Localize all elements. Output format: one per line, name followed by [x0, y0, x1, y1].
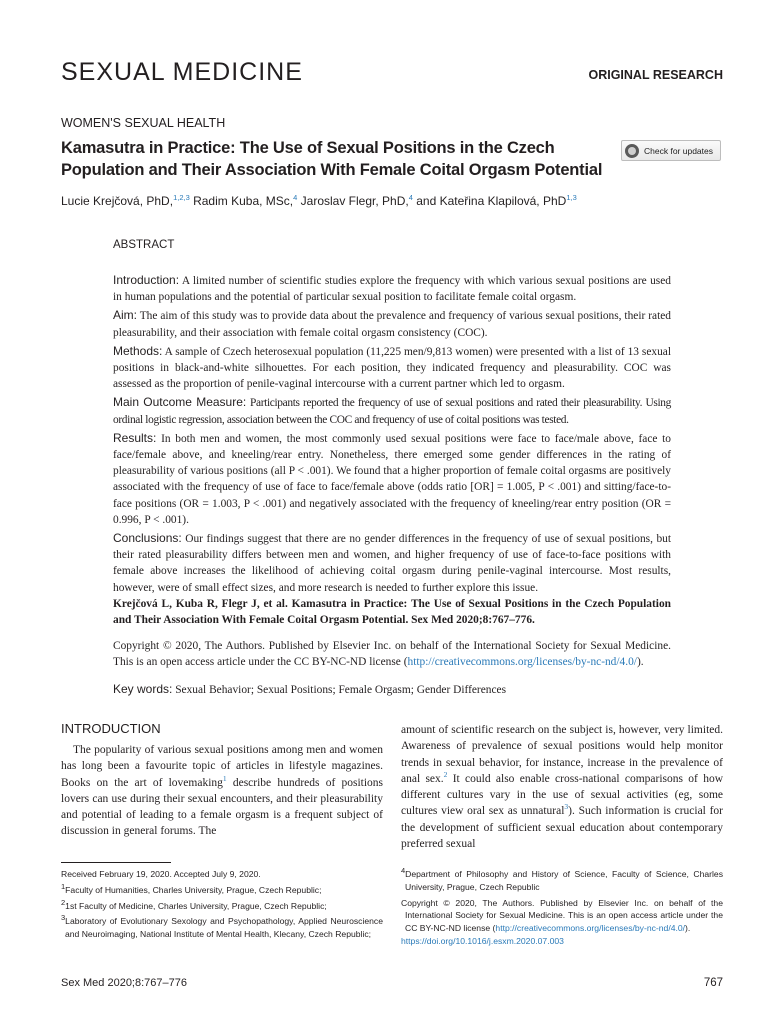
introduction-heading: INTRODUCTION	[61, 721, 161, 736]
introduction-paragraph	[61, 742, 383, 840]
license-link[interactable]: http://creativecommons.org/licenses/by-nc-nd/4.0/	[407, 656, 637, 669]
introduction-paragraph-continued	[401, 722, 723, 852]
journal-title: SEXUAL MEDICINE	[61, 58, 303, 86]
footnote-divider	[61, 862, 171, 863]
check-for-updates-button[interactable]	[621, 140, 721, 161]
abstract-label: Methods:	[113, 343, 163, 358]
received-date: Received February 19, 2020. Accepted July 9, 2020.	[61, 869, 261, 879]
footnotes-left	[61, 868, 383, 944]
author-affiliation-link[interactable]: 4	[293, 193, 298, 202]
abstract-text: In both men and women, the most commonly used sexual positions were face to face/male above, face to face/female above, and kneeling/rear entry. Nonetheless, there emerged some gender differences in the rating of pleasurability of various positions (all P < .001). We found that a higher proportion of female coital orgasms are positively associated with the frequency of use of face to face/female above (odds ratio [OR] = 1.005, P < .001) and sitting/face-to-face positions (OR = 1.003, P < .001) and negatively associated with the frequency of kneeling/rear entry position (OR = 0.996, P < .001).	[113, 432, 671, 526]
copyright-text: Copyright © 2020, The Authors. Published by Elsevier Inc. on behalf of the International Society for Sexual Medicine. This is an open access article under the CC BY-NC-ND license (	[401, 897, 723, 934]
body-left-column	[61, 721, 383, 840]
author-list	[61, 194, 577, 208]
author-affiliation-link[interactable]: 1,2,3	[173, 193, 190, 202]
copyright-text: Copyright © 2020, The Authors. Published by Elsevier Inc. on behalf of the International Society for Sexual Medicine. This is an open access article under the CC BY-NC-ND license (	[113, 640, 671, 669]
abstract-label: Introduction:	[113, 273, 180, 287]
copyright-end: ).	[636, 656, 644, 669]
footnote-text: Faculty of Humanities, Charles University, Prague, Czech Republic;	[65, 884, 322, 895]
footnote-marker: 3	[61, 913, 66, 923]
section-tag: WOMEN'S SEXUAL HEALTH	[61, 116, 226, 130]
abstract-label: Aim:	[113, 308, 137, 323]
footnote-text: Department of Philosophy and History of Science, Faculty of Science, Charles University, Prague, Czech Republic	[405, 869, 723, 892]
abstract-text: Our findings suggest that there are no gender differences in the frequency of use of sexual positions, but their rated pleasurability differs between men and women, and higher frequency of use of face-to-face positions with female above increases the likelihood of achieving coital orgasm during penile-vaginal intercourse. Most results, however, were of small effect sizes, and more research is needed to further explore this issue.	[113, 533, 671, 594]
abstract-label: Results:	[113, 430, 157, 445]
author-name: Lucie Krejčová, PhD,	[61, 194, 174, 208]
keywords-text: Sexual Behavior; Sexual Positions; Female Orgasm; Gender Differences	[175, 683, 507, 696]
author-name: Jaroslav Flegr, PhD,	[300, 194, 409, 208]
keywords	[113, 681, 671, 698]
license-link[interactable]: http://creativecommons.org/licenses/by-nc-nd/4.0/	[495, 923, 686, 934]
crossmark-icon	[625, 144, 639, 158]
copyright-end: ).	[685, 923, 691, 934]
reference-link[interactable]: 3	[564, 802, 569, 812]
abstract-label: Main Outcome Measure:	[113, 395, 247, 410]
abstract-citation: Krejčová L, Kuba R, Flegr J, et al. Kamasutra in Practice: The Use of Sexual Positions in the Czech Population and Their Association With Female Coital Orgasm Potential. Sex Med 2020;8:767–776.	[113, 597, 671, 627]
body-right-column	[401, 722, 723, 852]
author-name: and Kateřina Klapilová, PhD	[416, 194, 567, 208]
affiliation-footnote	[61, 881, 383, 897]
author-name: Radim Kuba, MSc,	[193, 194, 294, 208]
abstract-text: Participants reported the frequency of use of sexual positions and rated their pleasurability. Using ordinal logistic regression, association between the COC and frequency of use of coital positions was tested.	[113, 397, 671, 426]
author-affiliation-link[interactable]: 4	[408, 193, 413, 202]
body-text: It could also enable cross-national comparisons of how different cultures vary in the use of sexual activities (eg, some cultures view oral sex as unnatural	[401, 772, 723, 818]
abstract-methods	[113, 343, 671, 393]
footnote-copyright	[401, 897, 723, 935]
abstract-main-outcome	[113, 394, 671, 427]
author-affiliation-link[interactable]: 1,3	[566, 193, 577, 202]
affiliation-footnote	[61, 897, 383, 913]
body-text: The popularity of various sexual positions among men and women has long been a favourite topic of articles in lifestyle magazines. Books on the art of lovemaking	[61, 744, 383, 789]
footnote-marker: 2	[61, 897, 66, 907]
body-text: ). Such information is crucial for the development of sufficient sexual education about contemporary preferred sexual	[401, 805, 723, 851]
reference-link[interactable]: 1	[222, 773, 227, 783]
check-for-updates-label: Check for updates	[644, 145, 713, 156]
article-title: Kamasutra in Practice: The Use of Sexual Positions in the Czech Population and Their Association With Female Coital Orgasm Potential	[61, 139, 603, 179]
abstract-copyright	[113, 638, 671, 670]
footnote-text: 1st Faculty of Medicine, Charles University, Prague, Czech Republic;	[65, 900, 327, 911]
abstract-introduction	[113, 272, 671, 305]
page-number: 767	[703, 977, 723, 989]
abstract-aim	[113, 307, 671, 340]
footnote-marker: 1	[61, 881, 66, 891]
abstract-heading: ABSTRACT	[113, 239, 175, 251]
affiliation-footnote	[401, 868, 723, 894]
abstract-conclusions	[113, 530, 671, 596]
abstract-text: The aim of this study was to provide data about the prevalence and frequency of various sexual positions, their rated pleasurability, and their association with female coital orgasm consistency (COC).	[113, 310, 671, 339]
reference-link[interactable]: 2	[443, 770, 448, 780]
abstract-body	[113, 272, 671, 700]
body-text: describe hundreds of positions lovers can use during their sexual encounters, and their pleasurability and potential of leading to a female orgasm is a frequent subject of discussion in general forums. The	[61, 776, 384, 838]
article-type: ORIGINAL RESEARCH	[588, 68, 723, 82]
footer-citation: Sex Med 2020;8:767–776	[61, 977, 187, 989]
footnote-marker: 4	[401, 866, 406, 876]
abstract-text: A sample of Czech heterosexual population (11,225 men/9,813 women) were presented with a list of 13 sexual positions in black-and-white silhouettes. For each position, they indicated frequency and pleasurability. COC was assessed as the proportion of penile-vaginal intercourse with a current partner which led to orgasm.	[113, 345, 672, 391]
abstract-text: A limited number of scientific studies explore the frequency with which various sexual positions are used in human populations and the potential of particular sexual position to facilitate female coital orgasm.	[113, 275, 671, 304]
abstract-results	[113, 430, 671, 528]
abstract-label: Conclusions:	[113, 531, 182, 546]
footnote-text: Laboratory of Evolutionary Sexology and Psychopathology, Applied Neuroscience and Neuroimaging, National Institute of Mental Health, Klecany, Czech Republic;	[65, 916, 383, 940]
keywords-label: Key words:	[113, 681, 173, 696]
doi-link[interactable]: https://doi.org/10.1016/j.esxm.2020.07.003	[401, 935, 564, 946]
footnotes-right	[401, 868, 723, 951]
affiliation-footnote	[61, 915, 383, 941]
body-text: amount of scientific research on the subject is, however, very limited. Awareness of prevalence of sexual positions would help monitor trends in sexual behavior, for instance, increase in the prevalence of anal sex.	[401, 724, 723, 785]
